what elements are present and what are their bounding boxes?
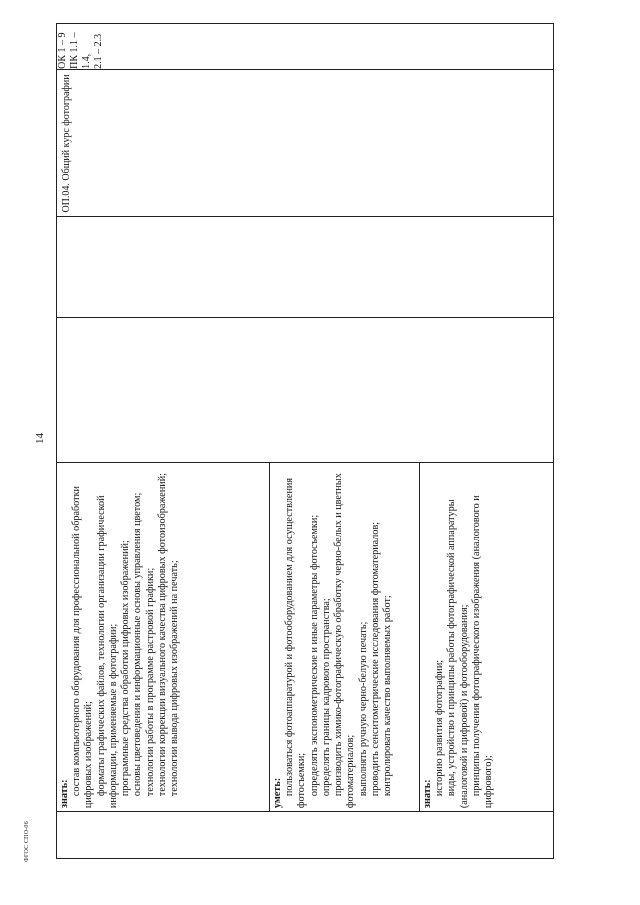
- know-item: программные средства обработки цифровых изображений;: [120, 540, 132, 797]
- page-number: 14: [34, 433, 46, 444]
- competency-line: 2.1 – 2.3: [93, 33, 104, 69]
- know-item: состав компьютерного оборудования для профессиональной обработки цифровых изображений;: [71, 486, 95, 809]
- can-item: определять экспонометрические и иные параметры фотосъемки;: [308, 514, 320, 797]
- index-column: [57, 811, 553, 858]
- competency-line: ОК 1 – 9: [57, 32, 68, 69]
- know-item: форматы графических файлов, технологии организации графической информации, применяемые в фотографии;: [95, 495, 119, 809]
- hours-column-2: [57, 216, 553, 318]
- can-item: проводить сенситометрические исследования фотоматериалов;: [369, 521, 381, 797]
- content-column: [57, 462, 553, 811]
- know-item: историю развития фотографии;: [434, 659, 446, 797]
- can-block: [269, 463, 419, 811]
- know-block-2: [419, 463, 553, 811]
- can-item: определять границы кадрового пространства;: [320, 598, 332, 797]
- know-item: технологии вывода цифровых изображений на печать;: [169, 560, 181, 797]
- can-item: производить химико-фотографическую обработку черно-белых и цветных фотоматериалов;: [333, 473, 357, 809]
- can-item: контролировать качество выполняемых работ;: [382, 595, 394, 797]
- hours-column: [57, 317, 553, 462]
- discipline-name: ОП.04. Общий курс фотографии: [61, 74, 72, 213]
- know-block-1: [57, 463, 269, 811]
- competencies-column: [57, 24, 553, 69]
- discipline-column: [57, 69, 553, 216]
- know-item: принципы получения фотографического изображения (аналогового и цифрового);: [470, 495, 495, 809]
- know-item: технологии работы в программе растровой графики;: [144, 567, 156, 797]
- know-item: технологии коррекции визуального качества цифровых фотоизображений;: [156, 472, 168, 797]
- can-item: пользоваться фотоаппаратурой и фотооборудованием для осуществления фотосъемки;: [284, 477, 308, 809]
- can-item: выполнять ручную черно-белую печать;: [357, 621, 369, 797]
- know-item: основы цветоведения и информационные основы управления цветом;: [132, 492, 144, 797]
- can-header: уметь:: [272, 777, 283, 809]
- footer-code: ФГОС СПО-06: [24, 821, 30, 862]
- know-header-1: знать:: [59, 779, 70, 809]
- know-item: виды, устройство и принципы работы фотографической аппаратуры (аналоговой и цифровой) и фотооборудования;: [446, 499, 470, 809]
- competency-line: ПК 1.1 – 1.4,: [69, 32, 92, 69]
- know-header-2: знать:: [422, 779, 433, 809]
- rotated-table: [56, 23, 554, 859]
